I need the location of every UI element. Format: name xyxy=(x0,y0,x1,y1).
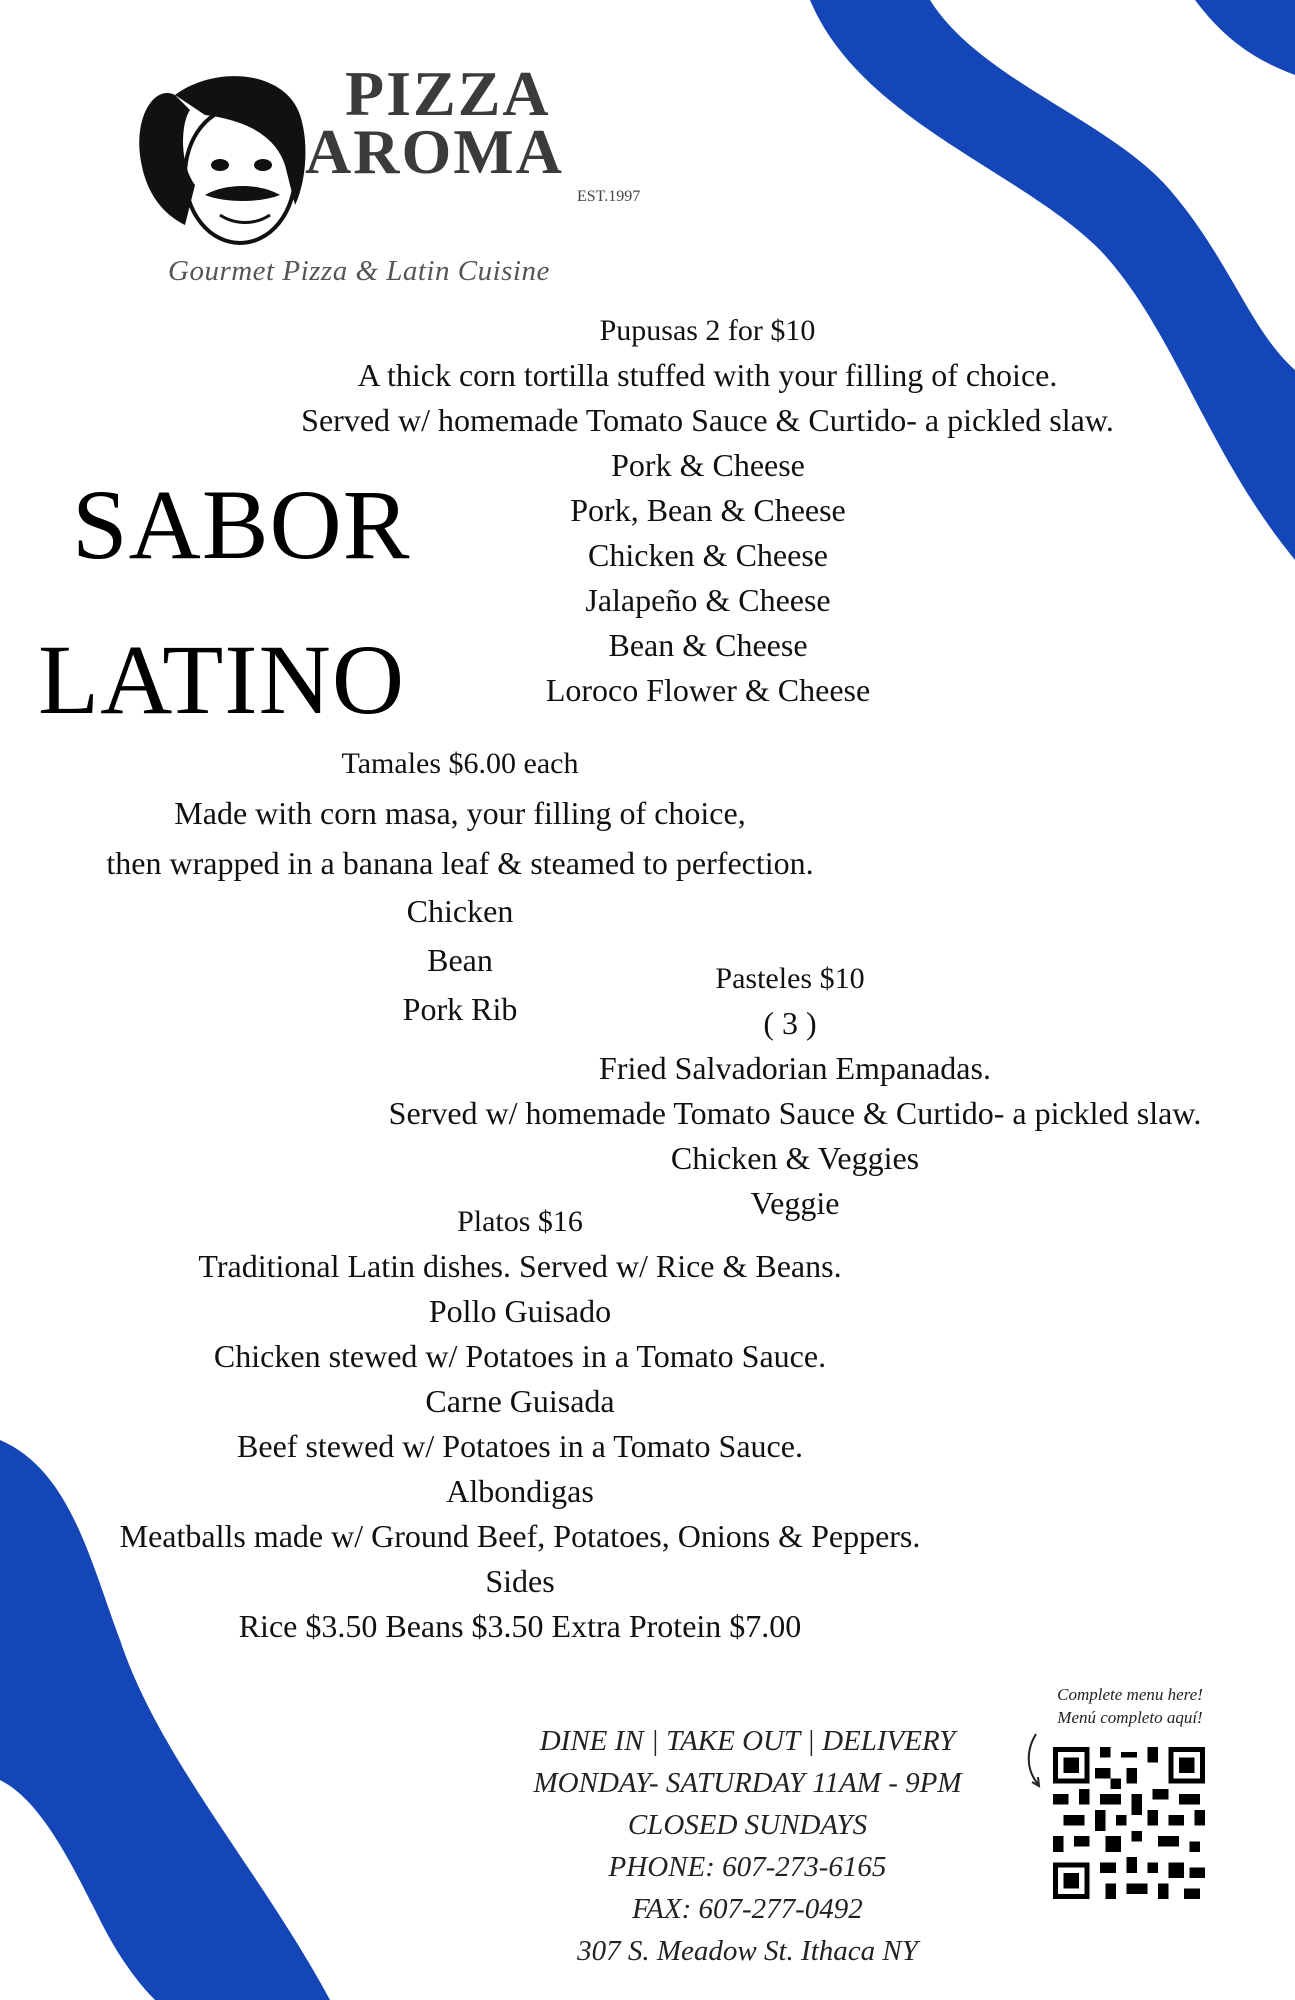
footer-address: 307 S. Meadow St. Ithaca NY xyxy=(577,1935,918,1967)
pupusas-items xyxy=(508,443,908,713)
logo-wordmark xyxy=(305,58,564,187)
pupusas-item: Pork & Cheese xyxy=(611,447,805,483)
pasteles-section xyxy=(640,956,940,1046)
sides-header: Sides xyxy=(485,1563,555,1599)
logo-tagline: Gourmet Pizza & Latin Cuisine xyxy=(168,255,550,287)
tamales-items xyxy=(310,887,610,1034)
tamales-item: Chicken xyxy=(406,893,514,929)
footer-info xyxy=(455,1720,1040,1972)
title-latino: LATINO xyxy=(38,624,406,735)
dish-name: Pollo Guisado xyxy=(428,1293,612,1329)
pupusas-item: Jalapeño & Cheese xyxy=(585,582,831,618)
footer-service: DINE IN | TAKE OUT | DELIVERY xyxy=(539,1725,956,1757)
footer-phone: PHONE: 607-273-6165 xyxy=(608,1851,887,1883)
dish-name: Carne Guisada xyxy=(425,1383,615,1419)
logo-est: EST.1997 xyxy=(577,188,641,205)
pupusas-section xyxy=(210,308,1205,443)
tamales-section xyxy=(0,740,920,888)
curved-arrow-icon xyxy=(1022,1730,1046,1790)
dish-desc: Meatballs made w/ Ground Beef, Potatoes, Onions & Peppers. xyxy=(119,1518,921,1554)
platos-desc: Traditional Latin dishes. Served w/ Rice & Beans. xyxy=(198,1248,842,1284)
dish-desc: Chicken stewed w/ Potatoes in a Tomato Sauce. xyxy=(213,1338,827,1374)
tamales-header: Tamales $6.00 each xyxy=(341,747,579,780)
pupusas-item: Chicken & Cheese xyxy=(588,537,828,573)
dish-name: Albondigas xyxy=(446,1473,594,1509)
pasteles-item: Veggie xyxy=(750,1185,840,1221)
pasteles-header: Pasteles $10 xyxy=(715,962,865,995)
tamales-desc-2: then wrapped in a banana leaf & steamed to perfection. xyxy=(106,845,814,881)
platos-header: Platos $16 xyxy=(457,1205,583,1238)
platos-section xyxy=(50,1199,990,1649)
pasteles-desc-1: Fried Salvadorian Empanadas. xyxy=(599,1050,991,1086)
logo-line-pizza: PIZZA xyxy=(345,58,551,129)
footer-closed: CLOSED SUNDAYS xyxy=(627,1809,868,1841)
pasteles-desc-2: Served w/ homemade Tomato Sauce & Curtido- a pickled slaw. xyxy=(388,1095,1202,1131)
qr-caption-es: Menú completo aquí! xyxy=(1057,1708,1203,1727)
pupusas-item: Pork, Bean & Cheese xyxy=(570,492,846,528)
tamales-item: Bean xyxy=(427,942,493,978)
sides-line: Rice $3.50 Beans $3.50 Extra Protein $7.00 xyxy=(238,1608,802,1644)
pasteles-count: ( 3 ) xyxy=(763,1005,817,1041)
pupusas-item: Bean & Cheese xyxy=(608,627,808,663)
footer-fax: FAX: 607-277-0492 xyxy=(632,1893,863,1925)
tamales-item: Pork Rib xyxy=(402,991,518,1027)
dish-desc: Beef stewed w/ Potatoes in a Tomato Sauce. xyxy=(237,1428,803,1464)
chef-portrait-logo-icon xyxy=(135,65,310,250)
pasteles-item: Chicken & Veggies xyxy=(670,1140,920,1176)
pupusas-header: Pupusas 2 for $10 xyxy=(599,314,816,347)
qr-code-icon[interactable] xyxy=(1053,1747,1205,1899)
footer-hours: MONDAY- SATURDAY 11AM - 9PM xyxy=(533,1767,962,1799)
qr-caption-en: Complete menu here! xyxy=(1057,1685,1203,1704)
pupusas-desc-1: A thick corn tortilla stuffed with your filling of choice. xyxy=(357,357,1058,393)
tamales-desc-1: Made with corn masa, your filling of choice, xyxy=(174,795,746,831)
qr-caption xyxy=(1030,1683,1230,1729)
pupusas-desc-2: Served w/ homemade Tomato Sauce & Curtido- a pickled slaw. xyxy=(301,402,1114,438)
pupusas-item: Loroco Flower & Cheese xyxy=(545,672,871,708)
title-sabor: SABOR xyxy=(72,469,411,580)
logo-line-aroma: AROMA xyxy=(305,116,564,187)
